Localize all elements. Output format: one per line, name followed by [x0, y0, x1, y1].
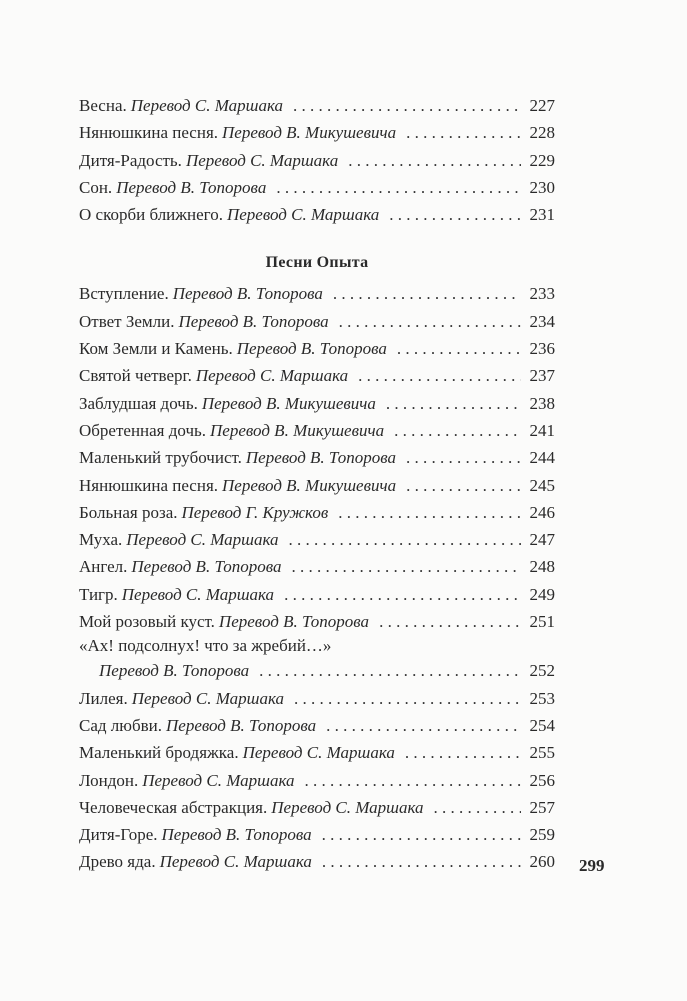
translator: Перевод С. Маршака — [142, 770, 295, 790]
toc-entry — [79, 147, 555, 174]
translator: Перевод Г. Кружков — [181, 502, 329, 522]
leader-dots — [289, 526, 521, 553]
page-ref: 251 — [529, 612, 555, 632]
poem-title: Ангел. — [79, 557, 128, 577]
leader-dots — [406, 472, 521, 499]
page-ref: 236 — [529, 339, 555, 359]
poem-title: Сон. — [79, 177, 113, 197]
poem-title: О скорби ближнего. — [79, 205, 223, 225]
translator: Перевод В. Топорова — [131, 557, 282, 577]
translator: Перевод В. Микушевича — [222, 123, 397, 143]
toc-entry — [79, 767, 555, 794]
page-ref: 255 — [529, 743, 555, 763]
leader-dots — [389, 201, 521, 228]
page-ref: 247 — [529, 530, 555, 550]
leader-dots — [339, 308, 521, 335]
page-ref: 241 — [529, 420, 555, 440]
toc-entry — [79, 390, 555, 417]
toc-entry — [79, 335, 555, 362]
page-ref: 253 — [529, 688, 555, 708]
poem-title: Человеческая абстракция. — [79, 797, 268, 817]
leader-dots — [348, 147, 521, 174]
page-ref: 249 — [529, 584, 555, 604]
translator: Перевод В. Топорова — [166, 715, 317, 735]
translator: Перевод В. Топорова — [218, 612, 370, 632]
poem-title: Мой розовый куст. — [79, 612, 215, 632]
poem-title: Маленький трубочист. — [79, 448, 242, 468]
toc-entry — [79, 92, 555, 119]
page-ref: 237 — [529, 366, 555, 386]
page-ref: 256 — [529, 770, 555, 790]
poem-title: Святой четверг. — [79, 366, 192, 386]
leader-dots — [397, 335, 521, 362]
leader-dots — [379, 608, 521, 635]
poem-title: Весна. — [79, 96, 127, 115]
page-ref: 234 — [529, 311, 555, 331]
section-heading: Песни Опыта — [265, 254, 369, 272]
page-ref: 231 — [529, 205, 555, 225]
leader-dots — [405, 739, 521, 766]
poem-title: Обретенная дочь. — [79, 420, 207, 440]
toc-entry — [79, 417, 555, 444]
leader-dots — [292, 553, 521, 580]
toc-entry — [79, 119, 555, 146]
page-ref: 248 — [529, 557, 555, 577]
poem-title: Вступление. — [79, 284, 169, 304]
translator: Перевод С. Маршака — [131, 688, 285, 708]
leader-dots — [333, 280, 521, 307]
page-ref: 244 — [529, 448, 555, 468]
page-ref: 260 — [529, 852, 555, 872]
leader-dots — [294, 685, 521, 712]
translator: Перевод С. Маршака — [195, 366, 349, 386]
toc-entry — [79, 553, 555, 580]
leader-dots — [386, 390, 521, 417]
translator: Перевод В. Микушевича — [210, 420, 385, 440]
poem-title: Лилея. — [79, 688, 128, 708]
toc-entry — [79, 821, 555, 848]
translator: Перевод С. Маршака — [226, 205, 380, 225]
translator: Перевод С. Маршака — [185, 150, 339, 170]
translator: Перевод В. Топорова — [116, 177, 267, 197]
translator: Перевод В. Топорова — [178, 311, 329, 331]
translator: Перевод В. Микушевича — [201, 393, 376, 413]
translator: Перевод С. Маршака — [121, 584, 275, 604]
translator: Перевод В. Топорова — [236, 339, 387, 359]
toc-entry — [79, 739, 555, 766]
toc-entry-title-line — [79, 635, 555, 657]
translator: Перевод В. Топорова — [172, 284, 323, 304]
poem-title: Древо яда. — [79, 852, 156, 872]
leader-dots — [358, 362, 521, 389]
page-ref: 230 — [529, 177, 555, 197]
page-ref: 233 — [529, 284, 555, 304]
toc-entry — [79, 608, 555, 635]
leader-dots — [406, 444, 521, 471]
page-ref: 252 — [529, 661, 555, 681]
poem-title: Тигр. — [79, 584, 118, 604]
poem-title: Нянюшкина песня. — [79, 475, 219, 495]
page-ref: 238 — [529, 393, 555, 413]
translator: Перевод В. Топорова — [245, 448, 397, 468]
poem-title: Больная роза. — [79, 502, 178, 522]
page-ref: 227 — [529, 96, 555, 115]
translator: Перевод С. Маршака — [126, 530, 279, 550]
page-ref: 228 — [529, 123, 555, 143]
translator: Перевод С. Маршака — [242, 743, 395, 763]
toc-entry — [79, 712, 555, 739]
page-ref: 229 — [529, 150, 555, 170]
poem-title: Дитя-Горе. — [79, 825, 158, 845]
toc-entry — [79, 174, 555, 201]
leader-dots — [394, 417, 521, 444]
page-ref: 245 — [529, 475, 555, 495]
leader-dots — [326, 712, 521, 739]
leader-dots — [276, 174, 521, 201]
toc-entry — [79, 848, 555, 875]
toc-entry — [79, 308, 555, 335]
table-of-contents — [79, 92, 555, 876]
leader-dots — [284, 581, 521, 608]
toc-entry — [79, 581, 555, 608]
leader-dots — [406, 119, 521, 146]
leader-dots — [338, 499, 521, 526]
poem-title: Муха. — [79, 530, 123, 550]
page-ref: 259 — [529, 825, 555, 845]
poem-title: Нянюшкина песня. — [79, 123, 219, 143]
toc-entry — [79, 526, 555, 553]
leader-dots — [434, 794, 521, 821]
page-ref: 246 — [529, 502, 555, 522]
translator: Перевод В. Топорова — [161, 825, 312, 845]
toc-entry — [79, 444, 555, 471]
poem-title: Ком Земли и Камень. — [79, 339, 233, 359]
poem-title: Лондон. — [79, 770, 139, 790]
translator: Перевод С. Маршака — [159, 852, 312, 872]
poem-title: Маленький бродяжка. — [79, 743, 239, 763]
leader-dots — [293, 92, 521, 119]
page-number: 299 — [579, 856, 605, 875]
translator: Перевод В. Микушевича — [222, 475, 397, 495]
toc-entry — [79, 499, 555, 526]
leader-dots — [304, 767, 521, 794]
translator: Перевод С. Маршака — [130, 96, 284, 115]
leader-dots — [322, 848, 521, 875]
poem-title: Ответ Земли. — [79, 311, 175, 331]
toc-entry-translator-line — [79, 657, 555, 684]
toc-entry — [79, 201, 555, 228]
translator: Перевод В. Топорова — [99, 661, 250, 681]
toc-entry — [79, 362, 555, 389]
leader-dots — [259, 657, 521, 684]
toc-entry — [79, 685, 555, 712]
translator: Перевод С. Маршака — [271, 797, 424, 817]
page-ref: 254 — [529, 715, 555, 735]
poem-title: Заблудшая дочь. — [79, 393, 198, 413]
toc-entry — [79, 472, 555, 499]
toc-entry — [79, 794, 555, 821]
leader-dots — [322, 821, 521, 848]
poem-title: «Ах! подсолнух! что за жребий…» — [79, 636, 332, 656]
poem-title: Сад любви. — [79, 715, 162, 735]
page-ref: 257 — [529, 797, 555, 817]
toc-entry — [79, 280, 555, 307]
poem-title: Дитя-Радость. — [79, 150, 182, 170]
